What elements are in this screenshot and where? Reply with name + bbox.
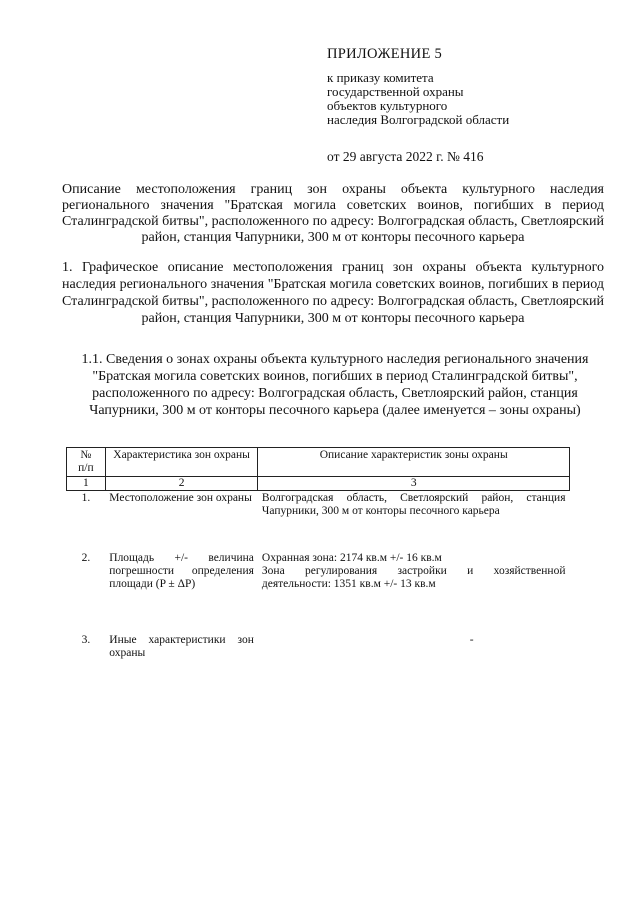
row-2-description-line-1: Охранная зона: 2174 кв.м +/- 16 кв.м xyxy=(261,551,442,564)
row-2-description-line-2: Зона регулирования застройки и хозяйственной деятельности: 1351 кв.м +/- 13 кв.м xyxy=(261,564,566,590)
row-3-characteristic: Иные характеристики зон охраны xyxy=(109,633,254,659)
appendix-date: от 29 августа 2022 г. № 416 xyxy=(327,149,484,164)
header-characteristic: Характеристика зон охраны xyxy=(105,448,258,477)
appendix-line-3: объектов культурного xyxy=(327,98,448,113)
row-2-num: 2. xyxy=(81,551,91,564)
section-1-1-text: 1.1. Сведения о зонах охраны объекта культурного наследия регионального значения "Братская могила советских воинов, погибших в период Сталинградской битвы", расположенного по адресу: Волгоградская область, Светлоярский район, станция Чапурники, 300 м от конторы песочного карьера (далее именуется – зоны охраны) xyxy=(81,352,589,418)
col-number-1: 1 xyxy=(67,477,106,491)
header-num: № п/п xyxy=(67,448,106,477)
table-row xyxy=(67,551,570,633)
col-number-3: 3 xyxy=(258,477,570,491)
row-1-num: 1. xyxy=(81,492,91,504)
appendix-line-4: наследия Волгоградской области xyxy=(327,112,510,127)
header-description: Описание характеристик зоны охраны xyxy=(258,448,570,477)
row-3-description: - xyxy=(469,633,474,646)
row-1-description: Волгоградская область, Светлоярский район, станция Чапурники, 300 м от конторы песочного карьера xyxy=(261,492,566,517)
table-row xyxy=(67,491,570,551)
row-1-characteristic: Местоположение зон охраны xyxy=(109,492,252,504)
table-header-row xyxy=(67,448,570,477)
appendix-line-2: государственной охраны xyxy=(327,84,464,99)
row-2-description xyxy=(258,551,570,633)
table-row xyxy=(67,633,570,661)
row-3-num: 3. xyxy=(81,633,91,646)
appendix-line-1: к приказу комитета xyxy=(327,70,434,85)
row-2-characteristic: Площадь +/- величина погрешности определения площади (P ± ΔP) xyxy=(109,551,254,590)
document-description: Описание местоположения границ зон охраны объекта культурного наследия регионального значения "Братская могила советских воинов, погибших в период Сталинградской битвы", расположенного по адресу: Волгоградская область, Светлоярский район, станция Чапурники, 300 м от конторы песочного карьера xyxy=(62,182,604,245)
appendix-title: ПРИЛОЖЕНИЕ 5 xyxy=(327,46,443,62)
appendix-header xyxy=(327,46,627,165)
section-1-1-heading xyxy=(70,351,600,419)
section-1-heading: 1. Графическое описание местоположения границ зон охраны объекта культурного наследия регионального значения "Братская могила советских воинов, погибших в период Сталинградской битвы", расположенного по адресу: Волгоградская область, Светлоярский район, станция Чапурники, 300 м от конторы песочного карьера xyxy=(62,260,604,326)
col-number-2: 2 xyxy=(105,477,258,491)
zones-table xyxy=(66,447,570,661)
table-column-numbers xyxy=(67,477,570,491)
